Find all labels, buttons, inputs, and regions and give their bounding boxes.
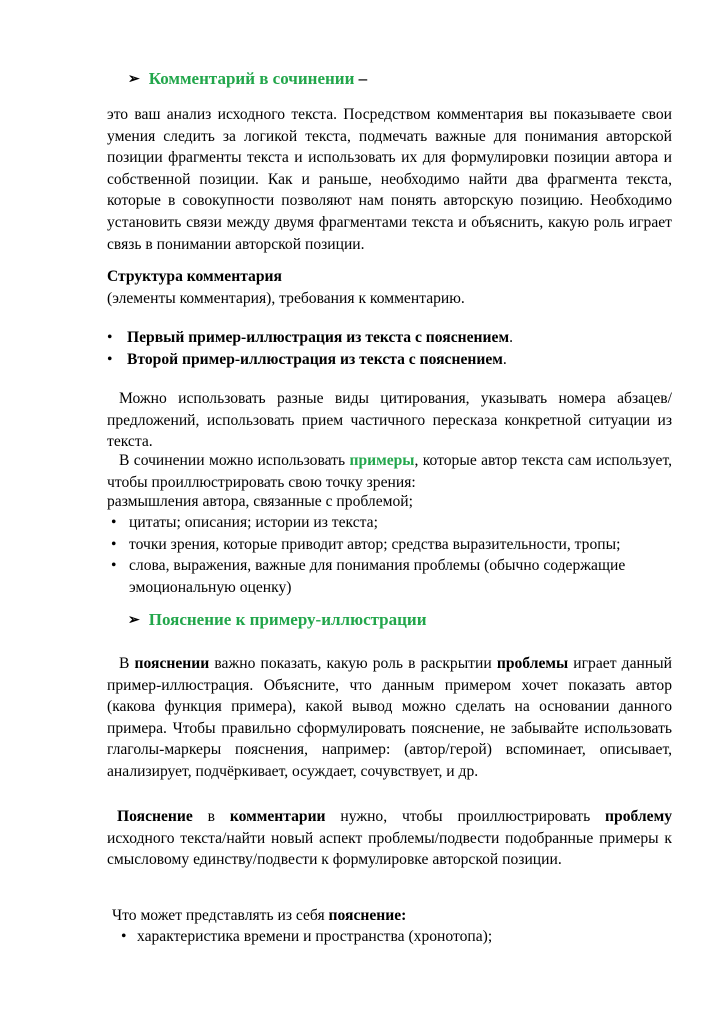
bullet-dot-icon: • bbox=[107, 350, 113, 368]
heading-explanation-title: Пояснение к примеру-иллюстрации bbox=[148, 610, 427, 629]
list-item: • Первый пример-иллюстрация из текста с пояснением. bbox=[107, 327, 672, 349]
list-item: • цитаты; описания; истории из текста; bbox=[107, 512, 672, 534]
structure-title: Структура комментария bbox=[107, 268, 282, 285]
bullet-dot-icon: • bbox=[111, 535, 117, 553]
bullet-dot-icon: • bbox=[111, 514, 117, 531]
arrow-right-icon: ➢ bbox=[128, 613, 140, 628]
intro-paragraph: это ваш анализ исходного текста. Посредством комментария вы показываете свои умения следить за логикой текста, подмечать важные для понимания авторской позиции фрагменты текста и использовать их для формулировки позиции автора и собственной позиции. Как и раньше, необходимо найти два фрагмента текста, которые в совокупности позволяют нам понять авторскую позицию. Необходимо установить связи между двумя фрагментами текста и объяснить, какую роль играет связь в понимании авторской позиции. bbox=[107, 106, 672, 253]
examples-paragraph: В сочинении можно использовать примеры, которые автор текста сам использует, чтобы проиллюстрировать свою точку зрения: bbox=[107, 452, 672, 491]
heading-commentary-title: Комментарий в сочинении bbox=[148, 69, 355, 88]
examples-highlight: примеры bbox=[349, 452, 415, 469]
bullet-dot-icon: • bbox=[121, 928, 127, 945]
list-item: • точки зрения, которые приводит автор; средства выразительности, тропы; bbox=[107, 534, 672, 556]
heading-explanation bbox=[128, 609, 427, 632]
explanation-paragraph: В пояснении важно показать, какую роль в раскрытии проблемы играет данный пример-иллюстрация. Объясните, что данным примером хочет показать автор (какова функция примера), какой вывод можно сделать на основании данного примера. Чтобы правильно сформулировать пояснение, не забывайте использовать глаголы-маркеры пояснения, например: (автор/герой) вспоминает, описывает, анализирует, подчёркивает, осуждает, сочувствует, и др. bbox=[107, 655, 673, 780]
what-paragraph: Что может представлять из себя пояснение: bbox=[112, 907, 407, 924]
structure-subtitle: (элементы комментария), требования к комментарию. bbox=[107, 289, 465, 307]
what-list bbox=[115, 926, 680, 948]
heading-dash: – bbox=[358, 69, 368, 88]
examples-list bbox=[107, 512, 672, 598]
arrow-right-icon: ➢ bbox=[128, 72, 140, 87]
purpose-paragraph: Пояснение в комментарии нужно, чтобы проиллюстрировать проблему исходного текста/найти новый аспект проблемы/подвести подобранные примеры к смысловому единству/подвести к формулировке авторской позиции. bbox=[107, 808, 672, 869]
examples-line: размышления автора, связанные с проблемой; bbox=[107, 493, 413, 510]
list-item: • характеристика времени и пространства (хронотопа); bbox=[115, 926, 680, 948]
bullet-dot-icon: • bbox=[107, 329, 113, 346]
list-item: • слова, выражения, важные для понимания проблемы (обычно содержащие эмоциональную оценку) bbox=[111, 557, 626, 596]
list-item: • Второй пример-иллюстрация из текста с пояснением. bbox=[107, 349, 672, 371]
structure-block bbox=[107, 266, 672, 309]
bullet-dot-icon: • bbox=[111, 557, 117, 575]
citation-paragraph: Можно использовать разные виды цитирования, указывать номера абзацев/предложений, использовать прием частичного пересказа конкретной ситуации из текста. bbox=[107, 390, 672, 451]
structure-list bbox=[107, 327, 672, 370]
heading-commentary bbox=[128, 68, 367, 91]
